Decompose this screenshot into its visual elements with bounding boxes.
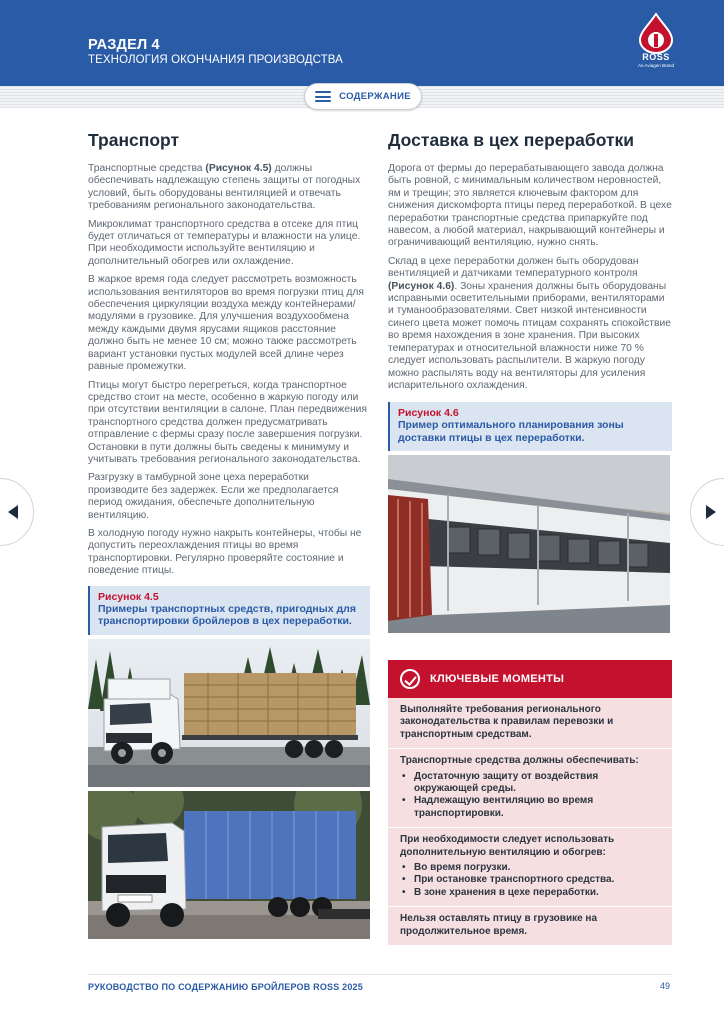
transport-paragraph-3: В жаркое время года следует рассмотреть возможность использования вентиляторов во время погрузки птиц для обеспечения циркуляции воздуха между контейнерами/модулями в грузовике. Для улучшения воздухообмена между каждыми двумя ярусами ящиков расстояние должно быть не менее 10 см; можно также рассмотреть вариант установки пустых модулей всей длине через равные промежутки. bbox=[88, 274, 364, 373]
key-points-header bbox=[388, 660, 672, 698]
ross-drop-icon bbox=[630, 12, 682, 54]
figure-4-5-number: Рисунок 4.5 bbox=[98, 590, 159, 603]
key-points-box bbox=[388, 660, 672, 945]
list-item: • Достаточную защиту от воздействия окружающей среды. bbox=[400, 771, 660, 796]
page-header bbox=[0, 0, 724, 86]
key-points-body bbox=[388, 698, 672, 945]
text-run: Склад в цехе переработки должен быть оборудован вентиляцией и датчиками температурного контроля bbox=[388, 255, 639, 280]
list-item: • Надлежащую вентиляцию во время транспортировки. bbox=[400, 795, 660, 820]
section-subtitle: ТЕХНОЛОГИЯ ОКОНЧАНИЯ ПРОИЗВОДСТВА bbox=[88, 54, 343, 66]
key-point-2-list bbox=[400, 771, 660, 821]
page-number: 49 bbox=[660, 981, 671, 991]
previous-page-button[interactable] bbox=[0, 478, 34, 546]
transport-heading: Транспорт bbox=[88, 130, 180, 150]
figure-4-6-number: Рисунок 4.6 bbox=[398, 407, 459, 420]
delivery-paragraph-1: Дорога от фермы до перерабатывающего завода должна быть ровной, с минимальным количеством неровностей, ям и трещин; это является ключевым фактором для снижения дискомфорта птицы перед переработкой. В цехе переработки транспортные средства припаркуйте под навесом, а любой материал, накрывающий контейнеры и ограничивающий вентиляцию, нужно снять. bbox=[388, 163, 672, 249]
transport-paragraph-2: Микроклимат транспортного средства в отсеке для птиц будет отличаться от температуры и влажности на улице. При необходимости используйте вентиляцию и дополнительный обогрев или охлаждение. bbox=[88, 218, 361, 267]
holding-shed-photo bbox=[388, 455, 672, 633]
contents-button-label: СОДЕРЖАНИЕ bbox=[339, 91, 411, 102]
delivery-heading: Доставка в цех переработки bbox=[388, 130, 635, 150]
text-run: должны обеспечивать надлежащую степень защиты от погодных условий, быть оборудованы вентиляцией и отвечать требованиям регионального законодательства. bbox=[88, 163, 361, 212]
key-point-3-intro: При необходимости следует использовать дополнительную вентиляцию и обогрев: bbox=[400, 834, 615, 858]
footer-guide-title: РУКОВОДСТВО ПО СОДЕРЖАНИЮ БРОЙЛЕРОВ ROSS 2025 bbox=[88, 982, 363, 992]
key-point-2-intro: Транспортные средства должны обеспечивать: bbox=[400, 755, 639, 767]
ross-logo[interactable] bbox=[630, 12, 682, 74]
logo-wordmark: ROSS bbox=[642, 52, 670, 62]
figure-4-6-title: Пример оптимального планирования зоны доставки птицы в цех переработки. bbox=[398, 419, 624, 444]
key-point-2 bbox=[388, 749, 672, 828]
key-point-3-list bbox=[400, 862, 660, 899]
next-page-button[interactable] bbox=[690, 478, 724, 546]
list-item: • В зоне хранения в цехе переработки. bbox=[400, 887, 660, 899]
checkmark-circle-icon bbox=[400, 669, 420, 689]
transport-paragraph-5: Разгрузку в тамбурной зоне цеха переработки производите без задержек. Если же предполагается период ожидания, обеспечьте дополнительную вентиляцию. bbox=[88, 472, 339, 521]
transport-paragraph-1 bbox=[88, 163, 370, 213]
section-label: РАЗДЕЛ 4 bbox=[88, 37, 160, 53]
text-run: Транспортные средства bbox=[88, 163, 206, 174]
key-point-1: Выполняйте требования регионального законодательства к правилам перевозки и транспортным средствам. bbox=[388, 698, 672, 749]
arrow-left-icon bbox=[8, 505, 18, 519]
delivery-paragraph-2 bbox=[388, 256, 672, 392]
footer-divider bbox=[88, 974, 672, 975]
figure-4-5-title: Примеры транспортных средств, пригодных для транспортировки бройлеров в цех переработки. bbox=[98, 602, 356, 628]
contents-button[interactable] bbox=[304, 83, 422, 110]
figure-4-6-caption bbox=[388, 402, 672, 451]
menu-icon bbox=[315, 91, 331, 102]
list-item: • При остановке транспортного средства. bbox=[400, 874, 660, 886]
truck-photo-1 bbox=[88, 639, 370, 787]
text-run: . Зоны хранения должны быть оборудованы исправными осветительными приборами, вентиляторами и туманообразователями. Свет низкой интенсивности синего цвета может помочь птицам сохранять спокойствие во время нахождения в зоне хранения. При высоких температурах и относительной влажности ниже 70 % следует использовать распылители. В жаркую погоду можно распылять воду на вентиляторы для усиления испарительного охлаждения. bbox=[388, 280, 671, 391]
truck-photo-2 bbox=[88, 791, 370, 939]
key-points-title: КЛЮЧЕВЫЕ МОМЕНТЫ bbox=[430, 673, 565, 685]
transport-paragraph-6: В холодную погоду нужно накрыть контейнеры, чтобы не допустить переохлаждения птицы во время транспортировки. Регулярно проверяйте состояние и поведение птицы. bbox=[88, 527, 362, 577]
delivery-column bbox=[388, 130, 672, 633]
logo-tagline: An Aviagen Brand bbox=[638, 63, 674, 68]
figure-4-5-caption bbox=[88, 586, 370, 635]
arrow-right-icon bbox=[706, 505, 716, 519]
list-item: • Во время погрузки. bbox=[400, 862, 660, 874]
key-point-3 bbox=[388, 828, 672, 907]
key-point-4: Нельзя оставлять птицу в грузовике на продолжительное время. bbox=[400, 913, 598, 937]
figure-4-6-reference[interactable]: (Рисунок 4.6) bbox=[388, 280, 455, 292]
figure-4-5-reference[interactable]: (Рисунок 4.5) bbox=[205, 163, 272, 174]
transport-column bbox=[88, 130, 370, 939]
transport-paragraph-4: Птицы могут быстро перегреться, когда транспортное средство стоит на месте, особенно в жаркую погоду или при отсутствии вентиляции в салоне. План передвижения транспортного средства должен предусматривать отправление с фермы сразу после завершения погрузки. Остановки в пути должны быть сведены к минимуму и учитывать требования регионального законодательства. bbox=[88, 379, 367, 465]
